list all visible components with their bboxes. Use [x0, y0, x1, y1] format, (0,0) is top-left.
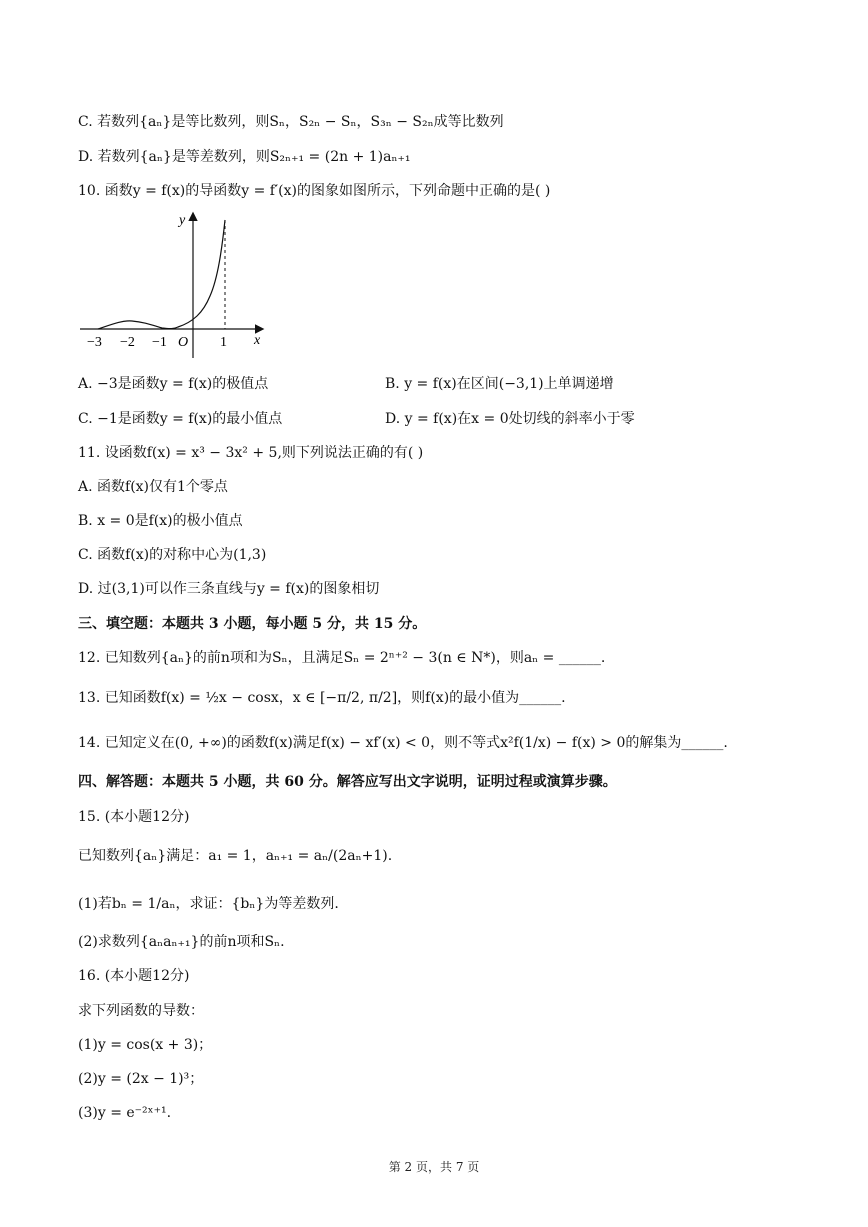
- tick-label-1: 1: [220, 335, 227, 350]
- q16-intro: 求下列函数的导数：: [78, 1003, 204, 1019]
- q16-part2: (2)y = (2x − 1)³；: [78, 1071, 204, 1087]
- derivative-curve: [98, 220, 225, 329]
- q12: 12. 已知数列{aₙ}的前n项和为Sₙ，且满足Sₙ = 2ⁿ⁺² − 3(n ∈ N*)，则aₙ = ______.: [78, 650, 606, 666]
- q11-option-b: B. x = 0是f(x)的极小值点: [78, 513, 243, 529]
- q10-stem: 10. 函数y = f(x)的导函数y = f′(x)的图象如图所示，下列命题中正确的是( ): [78, 183, 551, 199]
- q15-given: 已知数列{aₙ}满足：a₁ = 1，aₙ₊₁ = aₙ/(2aₙ+1).: [78, 848, 393, 864]
- q10-option-a: A. −3是函数y = f(x)的极值点: [78, 376, 269, 392]
- q16-header: 16. (本小题12分): [78, 968, 190, 984]
- section-3-heading: 三、填空题：本题共 3 小题，每小题 5 分，共 15 分。: [78, 616, 427, 632]
- q10-option-c: C. −1是函数y = f(x)的最小值点: [78, 411, 283, 427]
- derivative-graph: [78, 208, 278, 358]
- q11-option-d: D. 过(3,1)可以作三条直线与y = f(x)的图象相切: [78, 581, 380, 597]
- tick-label-neg3: −3: [87, 335, 102, 350]
- q16-part1: (1)y = cos(x + 3)；: [78, 1037, 213, 1053]
- q14: 14. 已知定义在(0, +∞)的函数f(x)满足f(x) − xf′(x) < 0，则不等式x²f(1/x) − f(x) > 0的解集为______.: [78, 735, 728, 751]
- y-axis-label: y: [179, 213, 186, 228]
- q15-part2: (2)求数列{aₙaₙ₊₁}的前n项和Sₙ.: [78, 934, 285, 950]
- q9-option-c: C. 若数列{aₙ}是等比数列，则Sₙ，S₂ₙ − Sₙ，S₃ₙ − S₂ₙ成等比数列: [78, 114, 504, 130]
- origin-label: O: [178, 335, 189, 350]
- q13: 13. 已知函数f(x) = ½x − cosx，x ∈ [−π/2, π/2]，则f(x)的最小值为______.: [78, 690, 566, 706]
- section-4-heading: 四、解答题：本题共 5 小题，共 60 分。解答应写出文字说明，证明过程或演算步骤。: [78, 774, 617, 790]
- q10-option-d: D. y = f(x)在x = 0处切线的斜率小于零: [385, 411, 635, 427]
- page-footer: 第 2 页，共 7 页: [388, 1160, 480, 1174]
- q16-part3: (3)y = e⁻²ˣ⁺¹.: [78, 1105, 172, 1121]
- q11-stem: 11. 设函数f(x) = x³ − 3x² + 5,则下列说法正确的有( ): [78, 445, 424, 461]
- q15-header: 15. (本小题12分): [78, 809, 190, 825]
- q10-option-b: B. y = f(x)在区间(−3,1)上单调递增: [385, 376, 614, 392]
- tick-label-neg2: −2: [120, 335, 135, 350]
- x-axis-label: x: [254, 333, 261, 348]
- tick-label-neg1: −1: [152, 335, 167, 350]
- q11-option-a: A. 函数f(x)仅有1个零点: [78, 479, 228, 495]
- q15-part1: (1)若bₙ = 1/aₙ，求证：{bₙ}为等差数列.: [78, 896, 339, 912]
- q11-option-c: C. 函数f(x)的对称中心为(1,3): [78, 547, 267, 563]
- q9-option-d: D. 若数列{aₙ}是等差数列，则S₂ₙ₊₁ = (2n + 1)aₙ₊₁: [78, 149, 411, 165]
